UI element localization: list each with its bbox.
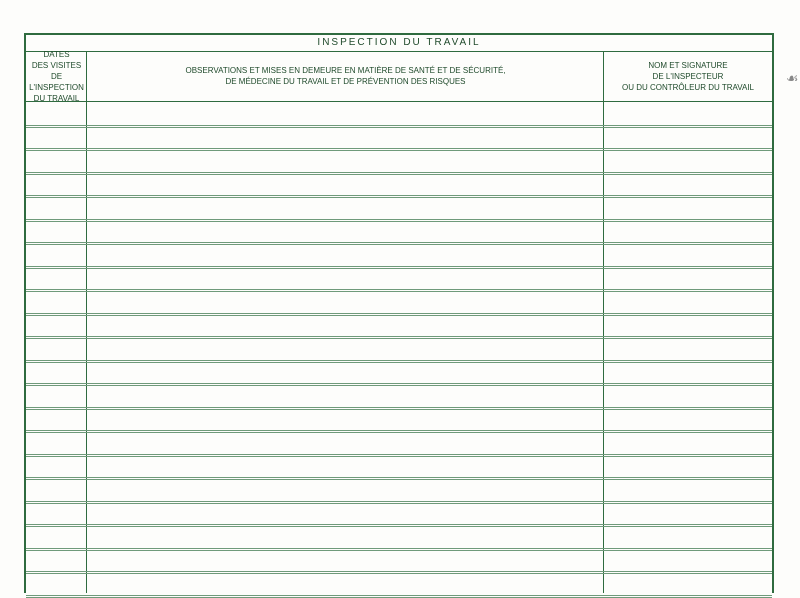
row-rule	[26, 125, 772, 128]
row-rule	[26, 336, 772, 339]
row-rule	[26, 313, 772, 316]
row-rule	[26, 195, 772, 198]
row-rule	[26, 172, 772, 175]
dates-line-1: DATES	[43, 49, 70, 59]
row-rule	[26, 454, 772, 457]
row-rule	[26, 571, 772, 574]
row-rule	[26, 242, 772, 245]
row-rule	[26, 477, 772, 480]
observations-line-1: OBSERVATIONS ET MISES EN DEMEURE EN MATIÈRE DE SANTÉ ET DE SÉCURITÉ,	[185, 66, 506, 75]
signature-line-1: NOM ET SIGNATURE	[648, 60, 728, 70]
column-header-dates	[26, 51, 87, 101]
observations-line-2: DE MÉDECINE DU TRAVAIL ET DE PRÉVENTION DES RISQUES	[225, 77, 466, 86]
form-title: INSPECTION DU TRAVAIL	[26, 35, 772, 52]
dates-line-2: DES VISITES	[31, 60, 82, 70]
row-rule	[26, 595, 772, 598]
row-rule	[26, 548, 772, 551]
row-rule	[26, 501, 772, 504]
form-rows	[26, 101, 772, 593]
signature-line-2: DE L'INSPECTEUR	[652, 71, 724, 81]
row-rule	[26, 148, 772, 151]
row-rule	[26, 407, 772, 410]
signature-line-3: OU DU CONTRÔLEUR DU TRAVAIL	[621, 82, 754, 92]
column-header-observations	[87, 51, 604, 101]
row-rule	[26, 524, 772, 527]
row-rule	[26, 266, 772, 269]
margin-stamp-mark: ☙	[786, 70, 799, 86]
column-header-signature	[604, 51, 772, 101]
row-rule	[26, 430, 772, 433]
inspection-form-frame	[24, 33, 774, 593]
row-rule	[26, 360, 772, 363]
dates-line-4: DU TRAVAIL	[33, 93, 80, 103]
row-rule	[26, 289, 772, 292]
dates-line-3: DE L'INSPECTION	[29, 71, 84, 92]
row-rule	[26, 383, 772, 386]
row-rule	[26, 219, 772, 222]
